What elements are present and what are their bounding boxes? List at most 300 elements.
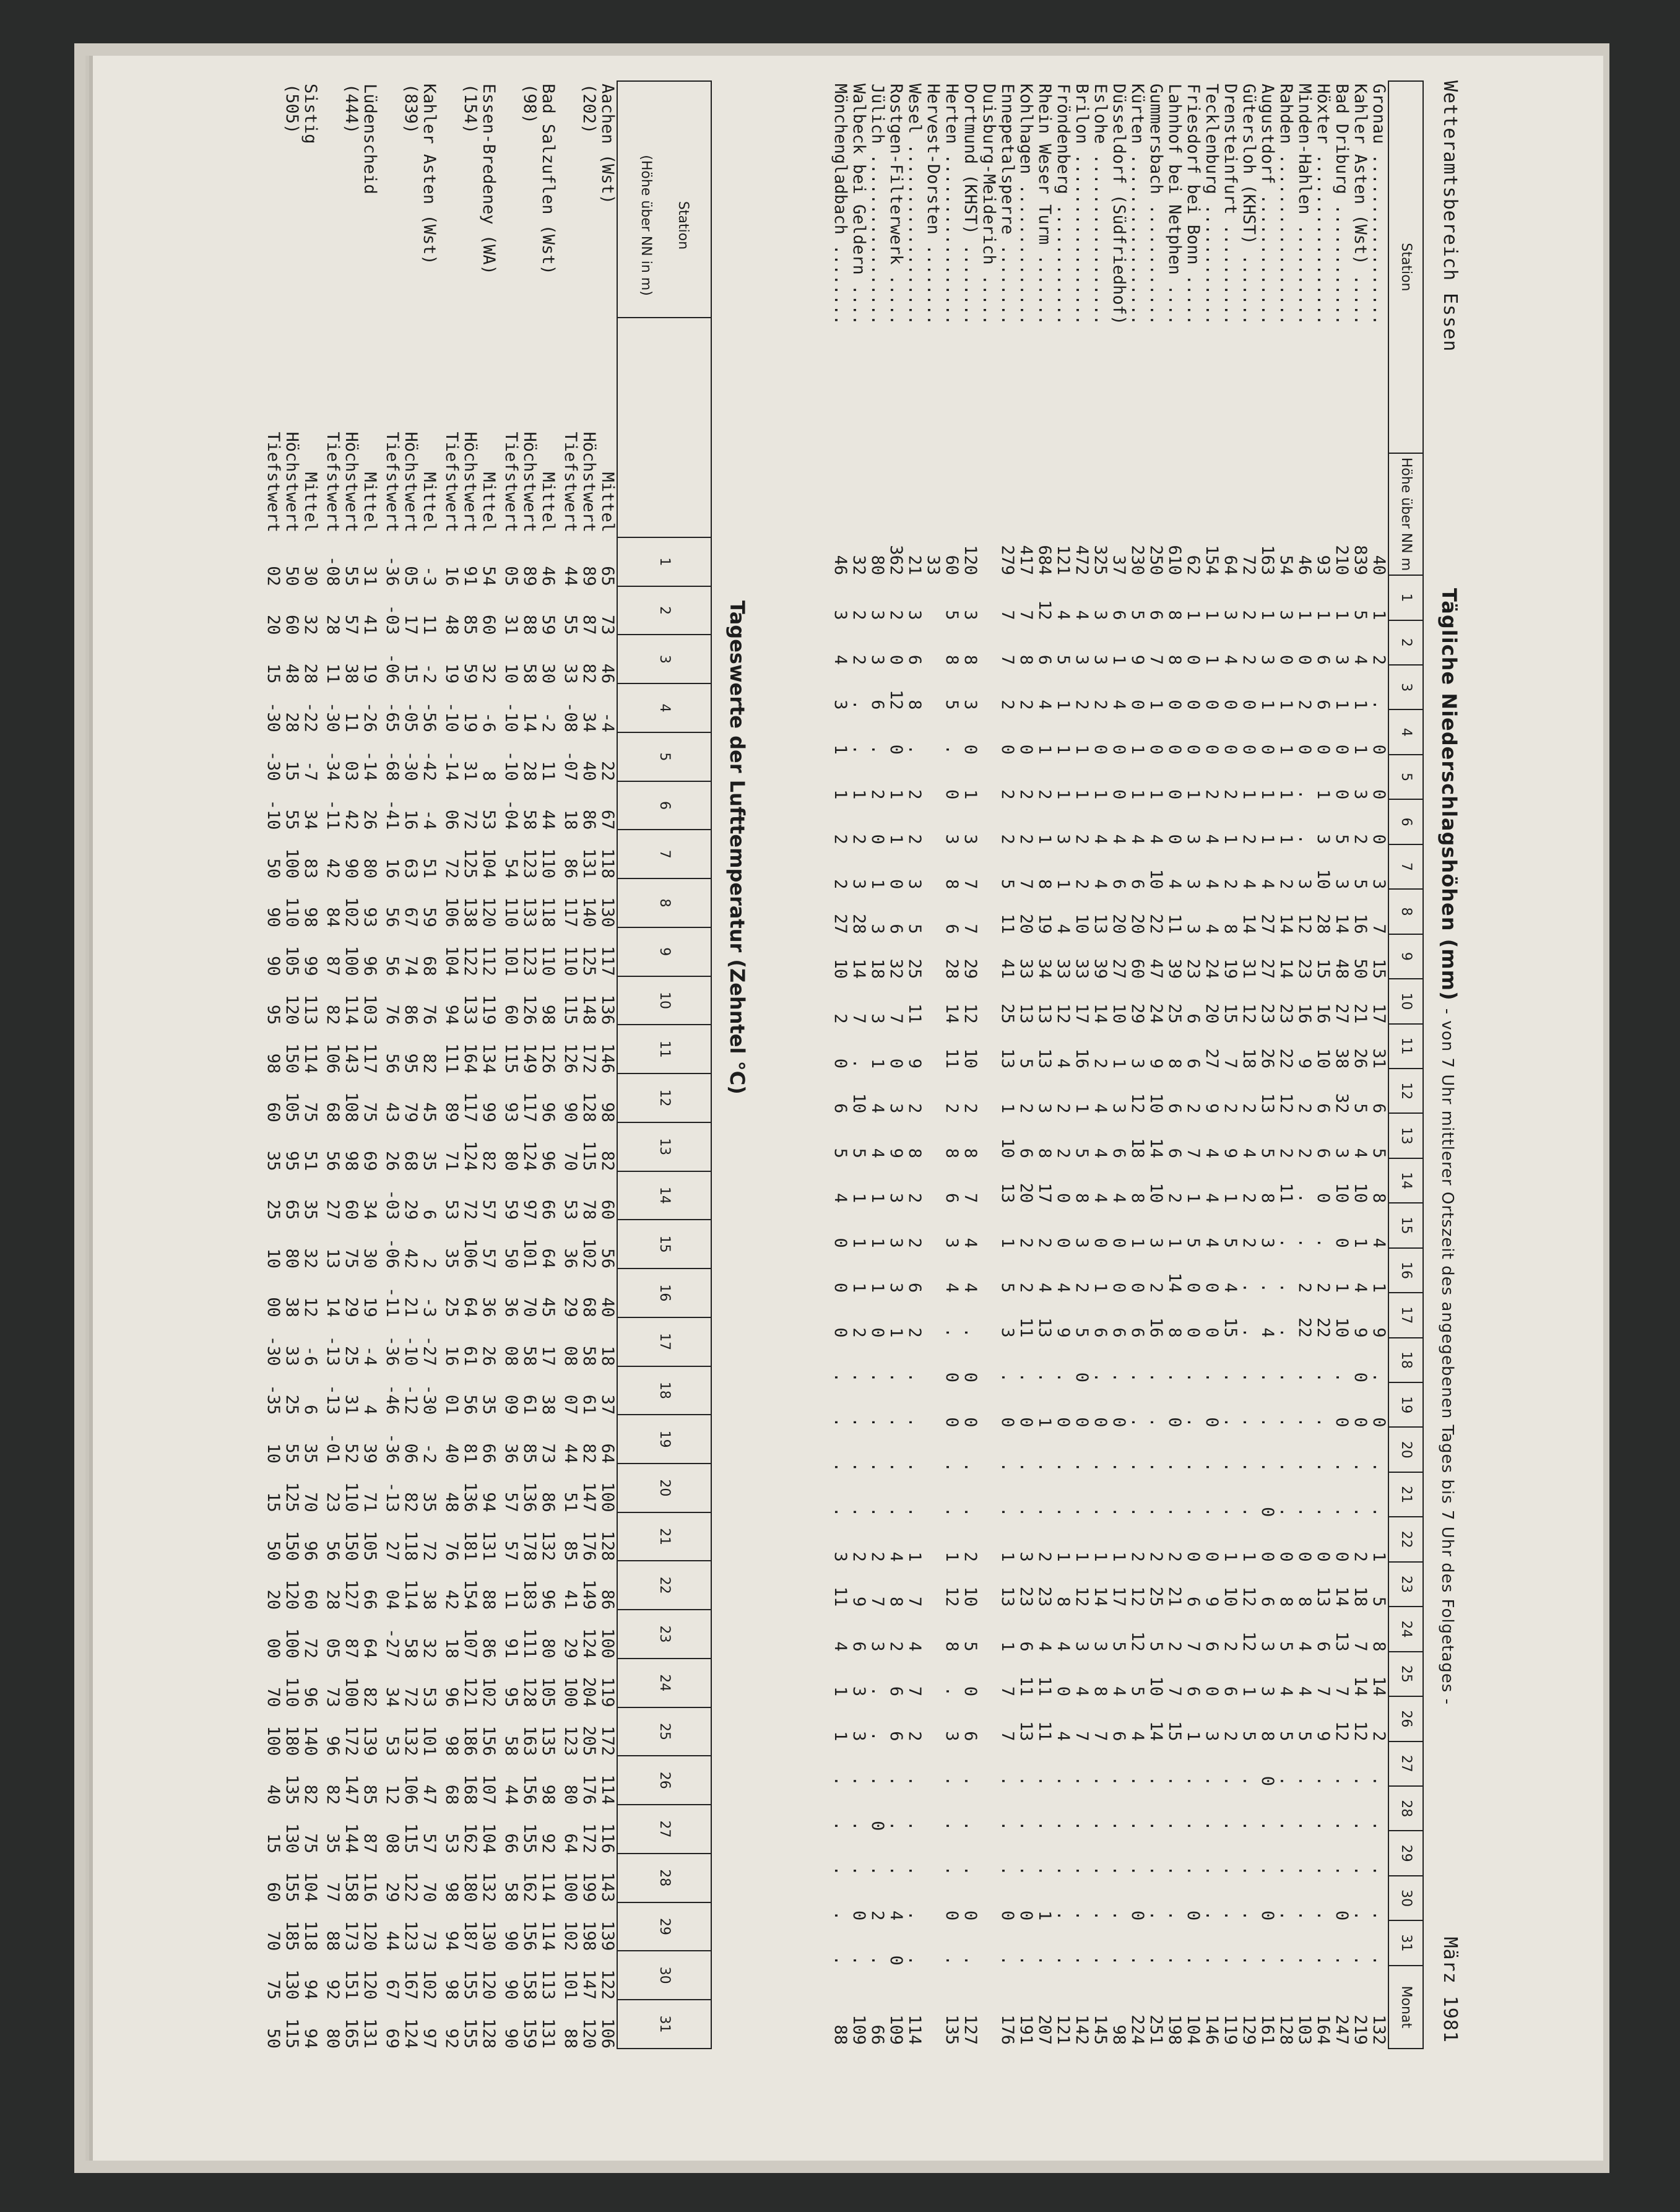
temp-value: 00 — [264, 1297, 283, 1317]
temp-header-day: 29 — [617, 1902, 711, 1951]
temp-header-day: 14 — [617, 1171, 711, 1220]
precip-value: 3 — [831, 700, 850, 710]
precip-value: 3 — [849, 1731, 868, 1741]
temp-value: 100 — [598, 1628, 617, 1659]
temp-value: 35 — [442, 1248, 461, 1269]
temp-value: 64 — [598, 1443, 617, 1464]
precip-value: . — [1258, 1865, 1277, 1876]
precip-value: 0 — [942, 1372, 961, 1383]
temp-value: 10 — [264, 1443, 283, 1464]
precip-value: 3 — [998, 1327, 1017, 1338]
precip-value: 4 — [1091, 1103, 1110, 1114]
precip-value: . — [961, 1507, 980, 1517]
precip-value: . — [998, 1776, 1017, 1786]
precip-value: 0 — [831, 1058, 850, 1069]
precip-value: . — [868, 1417, 887, 1428]
temp-value: 140 — [579, 897, 599, 927]
precip-value: 2 — [868, 1551, 887, 1562]
precip-value: . — [1054, 1462, 1073, 1472]
precip-value: 2 — [1146, 1282, 1166, 1293]
precip-value: 1 — [1072, 744, 1091, 755]
precip-value: 4 — [961, 1282, 980, 1293]
temp-value: 21 — [401, 1297, 420, 1317]
precip-value: . — [1314, 1417, 1333, 1428]
temp-value: 60 — [264, 1102, 283, 1122]
temp-value: 80 — [360, 858, 379, 879]
precip-value: 27 — [1258, 958, 1277, 979]
precip-value: 12 — [1128, 1631, 1147, 1652]
precip-value: . — [1276, 1776, 1296, 1786]
precip-value: 2 — [998, 834, 1017, 844]
precip-value: . — [1369, 1507, 1388, 1517]
temp-value: 55 — [282, 809, 301, 830]
temp-value: 66 — [479, 1443, 498, 1464]
precip-value: 14 — [1332, 914, 1351, 934]
temp-value: 66 — [539, 1199, 558, 1220]
precip-value: 0 — [998, 1417, 1017, 1428]
precip-value: 0 — [1202, 744, 1221, 755]
precip-value: 1 — [998, 1103, 1017, 1114]
precip-value: . — [1035, 1462, 1054, 1472]
temp-value: 19 — [360, 1297, 379, 1317]
temperature-title: Tageswerte der Lufttemperatur (Zehntel °C) — [725, 601, 749, 1095]
precip-value: . — [1184, 1776, 1203, 1786]
precip-value: . — [1332, 1462, 1351, 1472]
temp-value: 82 — [579, 1443, 599, 1464]
temp-value: -3 — [420, 566, 439, 586]
precip-value — [924, 799, 942, 844]
temp-value: 63 — [401, 858, 420, 879]
precip-value — [924, 620, 942, 665]
temp-station-height: (98) — [520, 84, 539, 124]
precip-value: 33 — [1016, 958, 1036, 979]
temp-value: -01 — [323, 1433, 342, 1464]
precip-value: . — [905, 1821, 924, 1831]
precip-value: 12 — [1128, 1093, 1147, 1114]
temp-value: 67 — [383, 1979, 402, 2000]
precip-height: 154 — [1202, 545, 1221, 576]
temp-value: 04 — [383, 1589, 402, 1610]
temp-value: 155 — [461, 2018, 480, 2049]
precip-value: 1 — [1276, 744, 1296, 755]
temp-value: -6 — [301, 1345, 320, 1366]
precip-value: . — [1276, 1238, 1296, 1248]
precip-value: 10 — [1332, 1317, 1351, 1338]
precip-value: 4 — [1054, 1641, 1073, 1652]
temp-row — [401, 81, 420, 2049]
precip-value: 3 — [961, 700, 980, 710]
precip-value: 0 — [1109, 1282, 1128, 1293]
precip-value: 4 — [961, 1238, 980, 1248]
precip-value: 0 — [1351, 1372, 1370, 1383]
temp-value: -03 — [383, 1189, 402, 1220]
temp-value: 98 — [539, 1004, 558, 1025]
temp-value: 19 — [360, 663, 379, 684]
precip-value: . — [1146, 1372, 1166, 1383]
precip-month-total: 161 — [1258, 2015, 1277, 2045]
precip-value: 1 — [1221, 834, 1240, 844]
precip-station: Rahden ................. — [1276, 84, 1296, 326]
temp-value: 98 — [539, 1784, 558, 1805]
precip-value: . — [1035, 1372, 1054, 1383]
precip-value: 5 — [1146, 1641, 1166, 1652]
temp-value: 54 — [479, 566, 498, 586]
temp-kind: Tiefstwert — [323, 432, 342, 533]
precip-value: . — [1035, 1776, 1054, 1786]
temp-value: 98 — [342, 1151, 361, 1171]
temp-value: 88 — [520, 614, 539, 635]
precip-station: Gummersbach ............ — [1146, 84, 1166, 326]
temp-station-blank — [442, 81, 461, 318]
precip-value: 1 — [1276, 700, 1296, 710]
precip-value: 4 — [1146, 834, 1166, 844]
temp-value: 34 — [383, 1687, 402, 1707]
temp-kind: Tiefstwert — [264, 432, 283, 533]
precip-value: . — [1332, 1507, 1351, 1517]
temp-value: 122 — [461, 945, 480, 976]
temp-value: 33 — [282, 1345, 301, 1366]
precip-value: 3 — [1072, 1238, 1091, 1248]
precip-month-total: 121 — [1054, 2015, 1073, 2045]
precip-value: . — [905, 1462, 924, 1472]
precip-value: . — [886, 1462, 906, 1472]
temp-value: -13 — [383, 1481, 402, 1512]
temp-value: 57 — [479, 1199, 498, 1220]
temp-value: 90 — [501, 1930, 521, 1951]
precip-station: Minden-Hahlen .......... — [1295, 84, 1314, 326]
precip-value: . — [1239, 1865, 1258, 1876]
temp-header-day: 9 — [617, 927, 711, 976]
temp-value: 97 — [520, 1199, 539, 1220]
temp-value: 102 — [561, 1920, 580, 1951]
precip-value: 3 — [1091, 654, 1110, 666]
temp-value: 8 — [479, 771, 498, 781]
temp-value: 11 — [323, 663, 342, 684]
temp-value: 08 — [383, 1833, 402, 1854]
precip-value: 0 — [1109, 1417, 1128, 1428]
temp-value: 12 — [383, 1784, 402, 1805]
precip-value: 17 — [1035, 1182, 1054, 1204]
temp-value: 96 — [539, 1589, 558, 1610]
temp-station-height: (505) — [282, 84, 301, 134]
temp-value: 204 — [579, 1676, 599, 1707]
temp-value: 70 — [520, 1297, 539, 1317]
temp-value: 87 — [323, 956, 342, 976]
precip-header-day: 5 — [1388, 755, 1423, 799]
precip-value: . — [1295, 834, 1314, 844]
temp-value: 76 — [383, 1004, 402, 1025]
temp-value: 165 — [342, 2018, 361, 2049]
temp-value: 72 — [461, 1199, 480, 1220]
temp-value: 98 — [442, 1735, 461, 1756]
temp-header-day: 24 — [617, 1659, 711, 1707]
precip-value — [924, 1203, 942, 1247]
precip-value: . — [1035, 1865, 1054, 1876]
temp-value: 57 — [501, 1492, 521, 1512]
temp-kind: Höchstwert — [401, 432, 420, 533]
temp-row — [383, 81, 401, 2049]
temp-value: 120 — [479, 897, 498, 927]
precip-value: . — [1258, 1462, 1277, 1472]
precip-value: 4 — [1258, 878, 1277, 890]
precip-value: . — [1276, 1417, 1296, 1428]
precip-value: 1 — [1239, 1686, 1258, 1697]
precip-value: . — [1016, 1462, 1036, 1472]
precip-header-station: Station — [1388, 81, 1423, 453]
temp-value: 94 — [442, 1930, 461, 1951]
precip-value: . — [1109, 1507, 1128, 1517]
precip-value: 1 — [1184, 789, 1203, 800]
temp-value: 91 — [461, 566, 480, 586]
precip-value: . — [1221, 1417, 1240, 1428]
precip-value: . — [1128, 1776, 1147, 1786]
temp-value: 80 — [501, 1151, 521, 1171]
temp-value: -56 — [420, 702, 439, 732]
temp-value: 149 — [520, 1043, 539, 1074]
precip-value: 0 — [1258, 1911, 1277, 1921]
precip-header-day: 30 — [1388, 1876, 1423, 1920]
precip-value: 14 — [1276, 958, 1296, 979]
precip-month-total — [924, 1966, 942, 2049]
temp-value: 162 — [520, 1872, 539, 1902]
precip-value: 2 — [1276, 878, 1296, 890]
precip-value: 2 — [1072, 700, 1091, 710]
temp-value: 83 — [301, 858, 320, 879]
temp-value: 122 — [401, 1872, 420, 1902]
precip-value: . — [1165, 1821, 1184, 1831]
precip-value: 4 — [1091, 878, 1110, 890]
precip-value: 2 — [1035, 1238, 1054, 1248]
precip-header-day: 29 — [1388, 1831, 1423, 1875]
temp-header-day: 28 — [617, 1854, 711, 1902]
precip-value: 7 — [1332, 1686, 1351, 1697]
precip-value: 0 — [1258, 1776, 1277, 1786]
precip-value: 4 — [1239, 878, 1258, 890]
precip-value: 1 — [1221, 1193, 1240, 1204]
temp-header-station-sub: (Höhe über NN in m) — [638, 155, 654, 296]
temp-value: 92 — [539, 1833, 558, 1854]
temp-value: 87 — [579, 614, 599, 635]
precip-value: 6 — [1109, 610, 1128, 620]
temp-value: 67 — [598, 809, 617, 830]
precip-height: 46 — [831, 555, 850, 576]
precip-value: 3 — [868, 1013, 887, 1024]
precip-value: 17 — [1369, 1004, 1388, 1024]
precip-value: 1 — [1239, 1551, 1258, 1562]
precip-value: 8 — [905, 700, 924, 710]
precip-value: . — [1128, 1372, 1147, 1383]
precip-value: 9 — [1314, 1731, 1333, 1741]
temp-header-day: 6 — [617, 781, 711, 830]
precip-value: 1 — [1109, 654, 1128, 666]
precip-value: 3 — [942, 1731, 961, 1741]
precip-station: Duisburg-Meiderich ..... — [979, 84, 998, 326]
precip-value: 0 — [1165, 834, 1184, 844]
precip-value: 11 — [1016, 1317, 1036, 1338]
precip-month-total: 104 — [1184, 2015, 1203, 2045]
temp-value: -10 — [442, 702, 461, 732]
temp-value: 31 — [342, 1394, 361, 1415]
precip-value: . — [1258, 1955, 1277, 1966]
precip-value: 10 — [1314, 1048, 1333, 1069]
precip-row — [1054, 81, 1072, 2049]
temp-value: 78 — [579, 1199, 599, 1220]
precip-value: 1 — [1276, 789, 1296, 800]
precip-station: Friesdorf bei Bonn ..... — [1184, 84, 1203, 326]
precip-value: 4 — [1202, 924, 1221, 934]
precip-value: 2 — [1295, 1103, 1314, 1114]
temp-value: 08 — [501, 1345, 521, 1366]
temp-value: 110 — [561, 945, 580, 976]
precip-value: 27 — [831, 914, 850, 934]
precip-value: 15 — [1314, 958, 1333, 979]
precip-value: . — [831, 1865, 850, 1876]
temp-value: 82 — [323, 1784, 342, 1805]
temp-value: 117 — [598, 945, 617, 976]
precip-header-height: Höhe über NN m — [1388, 453, 1423, 575]
precip-value: 15 — [1221, 1317, 1240, 1338]
temp-value: 95 — [282, 1151, 301, 1171]
temp-value: -36 — [383, 555, 402, 586]
precip-value: 2 — [849, 654, 868, 666]
precip-value: 5 — [905, 924, 924, 934]
temp-value: 53 — [420, 1687, 439, 1707]
temp-value: -13 — [323, 1384, 342, 1415]
temp-value: 120 — [360, 1920, 379, 1951]
precip-value: . — [1239, 1372, 1258, 1383]
temp-header-day: 21 — [617, 1512, 711, 1561]
temp-value: 101 — [420, 1725, 439, 1756]
precip-value: 2 — [886, 1641, 906, 1652]
precip-value: 11 — [831, 1586, 850, 1607]
precip-row — [1016, 81, 1035, 2049]
precip-value: 3 — [868, 1641, 887, 1652]
temp-value: 130 — [598, 897, 617, 927]
temp-value: 73 — [420, 1930, 439, 1951]
precip-value: . — [1165, 1372, 1184, 1383]
temp-value: 70 — [420, 1882, 439, 1902]
temp-kind: Mittel — [539, 472, 558, 533]
precip-value: 14 — [1239, 914, 1258, 934]
precip-value: 1 — [1035, 744, 1054, 755]
precip-value: 7 — [1016, 610, 1036, 620]
precip-row — [924, 81, 942, 2049]
precip-value: 5 — [1054, 654, 1073, 666]
precip-row — [868, 81, 886, 2049]
temp-value: 90 — [264, 956, 283, 976]
precip-station: Hervest-Dorsten ........ — [924, 84, 943, 326]
precip-value: . — [1128, 1462, 1147, 1472]
precip-value: 5 — [1258, 1148, 1277, 1158]
precip-value: 0 — [831, 1327, 850, 1338]
temp-kind: Höchstwert — [579, 432, 599, 533]
temp-value: 32 — [301, 1248, 320, 1269]
precip-value — [924, 1338, 942, 1382]
temp-value: 151 — [342, 1969, 361, 2000]
precip-value: 5 — [849, 1148, 868, 1158]
precip-value: 4 — [831, 654, 850, 666]
precip-value: 5 — [1351, 1103, 1370, 1114]
precip-value: 13 — [1035, 1317, 1054, 1338]
precip-value: 0 — [1165, 700, 1184, 710]
temp-value: -10 — [501, 702, 521, 732]
precip-value — [979, 1024, 998, 1069]
temp-value: 26 — [360, 809, 379, 830]
temp-value: 80 — [561, 1784, 580, 1805]
precip-value: 10 — [831, 958, 850, 979]
temp-value: 56 — [383, 1053, 402, 1074]
precip-value: 9 — [905, 1058, 924, 1069]
precip-value: 1 — [1202, 654, 1221, 666]
temp-value: 101 — [561, 1969, 580, 2000]
precip-value: 2 — [905, 1327, 924, 1338]
temp-header-station-label: Station — [675, 201, 691, 250]
precip-value: 8 — [1258, 1193, 1277, 1204]
precip-value: . — [849, 1462, 868, 1472]
temp-station-blank — [383, 81, 401, 318]
precip-value: 0 — [1314, 1193, 1333, 1204]
precip-value: 3 — [1035, 1103, 1054, 1114]
precip-value: 13 — [1016, 1721, 1036, 1741]
temp-value: 56 — [598, 1248, 617, 1269]
precip-value: 2 — [1016, 1282, 1036, 1293]
rotated-sheet — [50, 43, 1461, 2068]
temp-value: 36 — [501, 1443, 521, 1464]
temp-value: 59 — [420, 907, 439, 927]
temp-value: 108 — [342, 1092, 361, 1122]
temp-station-height: (202) — [579, 84, 599, 134]
precip-value: 1 — [886, 834, 906, 844]
precip-value: 20 — [1128, 914, 1147, 934]
precip-row — [1091, 81, 1109, 2049]
temp-value: -46 — [383, 1384, 402, 1415]
temp-value: 86 — [539, 1492, 558, 1512]
precip-value: 6 — [868, 700, 887, 710]
temp-station-name: Kahler Asten (Wst) — [420, 84, 439, 265]
precip-value: 38 — [1332, 1048, 1351, 1069]
precip-value: . — [1035, 1955, 1054, 1966]
precip-value: . — [868, 1731, 887, 1741]
temp-value: 42 — [401, 1248, 420, 1269]
temp-value: 15 — [282, 761, 301, 781]
temp-value: 51 — [420, 858, 439, 879]
temp-row — [539, 81, 557, 2049]
temp-value: 82 — [579, 663, 599, 684]
precip-value: 0 — [1258, 1551, 1277, 1562]
temp-value: 03 — [342, 761, 361, 781]
temp-value: 124 — [401, 2018, 420, 2049]
precip-header-day: 15 — [1388, 1203, 1423, 1247]
precip-value — [924, 934, 942, 979]
precip-value: 14 — [1276, 914, 1296, 934]
precip-value: . — [1258, 1372, 1277, 1383]
precip-value: 14 — [1165, 1272, 1184, 1293]
precip-row — [1221, 81, 1239, 2049]
precip-value: 6 — [1016, 1641, 1036, 1652]
precip-value: 15 — [1369, 958, 1388, 979]
precip-value — [979, 1338, 998, 1382]
temp-station-blank — [323, 81, 342, 318]
precip-value: . — [1314, 1865, 1333, 1876]
temp-header-station — [617, 81, 711, 318]
temp-value: 124 — [520, 1140, 539, 1171]
precip-value: . — [905, 1955, 924, 1966]
precip-value: 0 — [998, 744, 1017, 755]
precip-station: Mönchengladbach ........ — [831, 84, 850, 326]
temp-value: 103 — [360, 994, 379, 1025]
temp-value: 114 — [539, 1920, 558, 1951]
temp-value: 55 — [282, 1443, 301, 1464]
